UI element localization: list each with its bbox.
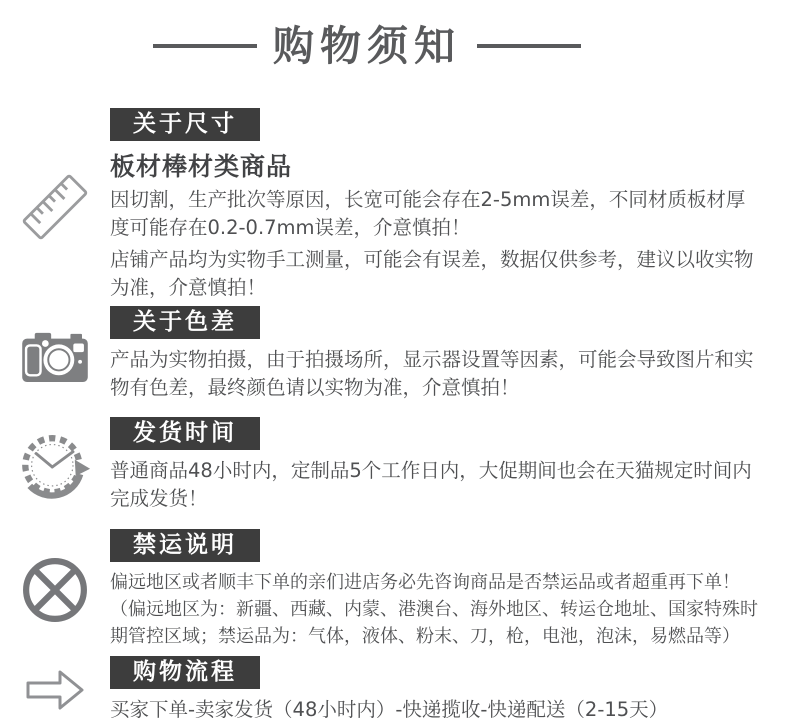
section-color-badge: 关于色差 [110, 306, 260, 339]
section-embargo-paragraph: 偏远地区或者顺丰下单的亲们进店务必先咨询商品是否禁运品或者超重再下单！ [110, 572, 740, 593]
section-process [0, 656, 790, 724]
no-entry-icon [22, 557, 88, 623]
page-title: 购物须知 [273, 22, 461, 70]
notice-sections [0, 108, 790, 724]
section-size-subtitle: 板材棒材类商品 [110, 152, 293, 181]
section-embargo-badge: 禁运说明 [110, 529, 260, 562]
section-size-content [110, 108, 790, 306]
section-size-badge: 关于尺寸 [110, 108, 260, 141]
section-color [0, 306, 790, 406]
section-embargo-content [110, 529, 790, 650]
section-shipping-badge: 发货时间 [110, 417, 260, 450]
section-process-paragraph: 买家下单-卖家发货（48小时内）-快递揽收-快递配送（2-15天） [110, 698, 669, 721]
section-shipping [0, 417, 790, 517]
section-embargo-paragraph: （偏远地区为：新疆、西藏、内蒙、港澳台、海外地区、转运仓地址、国家特殊时期管控区域；禁运品为：气体，液体、粉末、刀，枪，电池，泡沫，易燃品等） [110, 599, 758, 647]
section-embargo-icon-col [0, 529, 110, 650]
section-shipping-icon-col [0, 417, 110, 517]
section-size-paragraph: 店铺产品均为实物手工测量，可能会有误差，数据仅供参考，建议以收实物为准，介意慎拍！ [110, 248, 754, 299]
section-color-paragraph: 产品为实物拍摄，由于拍摄场所，显示器设置等因素，可能会导致图片和实物有色差，最终颜色请以实物为准，介意慎拍！ [110, 348, 754, 399]
section-process-content [110, 656, 790, 724]
section-color-icon-col [0, 306, 110, 406]
section-size [0, 108, 790, 306]
section-shipping-paragraph: 普通商品48小时内，定制品5个工作日内，大促期间也会在天猫规定时间内完成发货！ [110, 459, 752, 510]
camera-icon [22, 329, 88, 383]
arrow-right-icon [24, 666, 86, 714]
section-process-badge: 购物流程 [110, 656, 260, 689]
page-header [0, 0, 762, 72]
section-size-icon-col [0, 108, 110, 306]
section-embargo [0, 529, 790, 650]
section-shipping-content [110, 417, 790, 517]
section-process-icon-col [0, 656, 110, 724]
ruler-icon [17, 169, 93, 245]
title-divider-left [153, 44, 257, 48]
title-divider-right [477, 44, 581, 48]
clock-icon [18, 431, 92, 503]
section-color-content [110, 306, 790, 406]
section-size-paragraph: 因切割，生产批次等原因，长宽可能会存在2-5mm误差，不同材质板材厚度可能存在0.2-0.7mm误差，介意慎拍！ [110, 188, 746, 239]
